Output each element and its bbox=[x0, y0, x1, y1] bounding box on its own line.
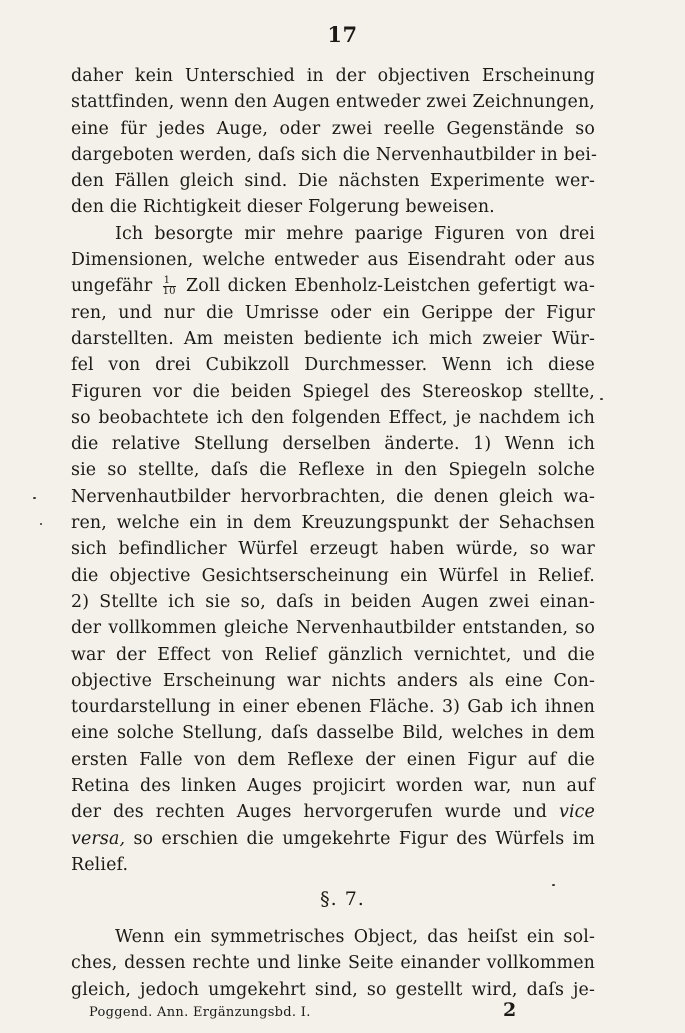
text-line: Nervenhautbilder hervorbrachten, die denen gleich wa- bbox=[71, 486, 595, 507]
text-line: die relative Stellung derselben änderte. 1) Wenn ich bbox=[71, 434, 595, 455]
text-line: Dimensionen, welche entweder aus Eisendraht oder aus bbox=[71, 250, 595, 271]
fraction bbox=[163, 276, 176, 297]
section-text-block bbox=[71, 924, 595, 1003]
text-line: sich befindlicher Würfel erzeugt haben würde, so war bbox=[71, 539, 595, 560]
text-line: dargeboten werden, daſs sich die Nervenhautbilder in bei- bbox=[71, 144, 597, 165]
section-heading: §. 7. bbox=[320, 888, 365, 910]
text-line: Figuren vor die beiden Spiegel des Stereoskop stellte, bbox=[71, 381, 595, 402]
italic-text: vice bbox=[558, 802, 595, 823]
text-line: die objective Gesichtserscheinung ein Würfel in Relief. bbox=[71, 565, 595, 586]
print-speck bbox=[33, 497, 36, 499]
footer-sheet-number: 2 bbox=[503, 999, 517, 1021]
text-line-with-italic bbox=[71, 799, 595, 825]
text-line: gleich, jedoch umgekehrt sind, so gestellt wird, daſs je- bbox=[71, 979, 595, 1000]
print-speck bbox=[600, 398, 603, 400]
text-line: eine für jedes Auge, oder zwei reelle Gegenstände so bbox=[71, 118, 595, 139]
text-line-with-fraction bbox=[71, 273, 595, 299]
text-line: eine solche Stellung, daſs dasselbe Bild, welches in dem bbox=[71, 723, 595, 744]
text-line: tourdarstellung in einer ebenen Fläche. 3) Gab ich ihnen bbox=[71, 697, 595, 718]
text-segment: der des rechten Auges hervorgerufen wurde und bbox=[71, 802, 548, 823]
text-line: den die Richtigkeit dieser Folgerung beweisen. bbox=[71, 197, 495, 218]
text-segment: so erschien die umgekehrte Figur des Würfels im bbox=[133, 828, 595, 849]
text-line: ches, dessen rechte und linke Seite einander vollkommen bbox=[71, 953, 595, 974]
text-line: ersten Falle von dem Reflexe der einen Figur auf die bbox=[71, 749, 595, 770]
text-line: Relief. bbox=[71, 854, 129, 875]
italic-text: versa, bbox=[71, 828, 126, 849]
text-line: Wenn ein symmetrisches Object, das heiſst ein sol- bbox=[115, 927, 595, 947]
text-line: 2) Stellte ich sie so, daſs in beiden Augen zwei einan- bbox=[71, 591, 595, 612]
text-line: ren, und nur die Umrisse oder ein Gerippe der Figur bbox=[71, 302, 595, 323]
main-text-block bbox=[71, 63, 595, 878]
text-segment: Zoll dicken Ebenholz-Leistchen gefertigt wa- bbox=[186, 276, 595, 297]
page-number: 17 bbox=[327, 22, 358, 47]
text-line: Retina des linken Auges projicirt worden war, nun auf bbox=[71, 776, 595, 797]
text-line: ren, welche ein in dem Kreuzungspunkt der Sehachsen bbox=[71, 513, 595, 534]
text-line: stattfinden, wenn den Augen entweder zwei Zeichnungen, bbox=[71, 92, 595, 113]
text-line-with-italic bbox=[71, 826, 595, 852]
text-line: so beobachtete ich den folgenden Effect, je nachdem ich bbox=[71, 407, 595, 428]
text-line: der vollkommen gleiche Nervenhautbilder entstanden, so bbox=[71, 618, 595, 639]
text-line: war der Effect von Relief gänzlich vernichtet, und die bbox=[71, 644, 595, 665]
fraction-numerator: 1 bbox=[163, 276, 176, 287]
text-line: fel von drei Cubikzoll Durchmesser. Wenn ich diese bbox=[71, 355, 595, 376]
print-speck bbox=[552, 884, 555, 886]
text-line: daher kein Unterschied in der objectiven Erscheinung bbox=[71, 66, 595, 86]
text-line: objective Erscheinung war nichts anders als eine Con- bbox=[71, 670, 595, 691]
text-line: sie so stellte, daſs die Reflexe in den Spiegeln solche bbox=[71, 460, 595, 481]
text-line: den Fällen gleich sind. Die nächsten Experimente wer- bbox=[71, 171, 595, 192]
print-speck bbox=[40, 523, 42, 525]
fraction-denominator: 10 bbox=[162, 286, 176, 298]
footer-signature: Poggend. Ann. Ergänzungsbd. I. bbox=[89, 1005, 311, 1020]
text-segment: ungefähr bbox=[71, 276, 153, 297]
text-line: Ich besorgte mir mehre paarige Figuren von drei bbox=[115, 223, 595, 244]
text-line: darstellten. Am meisten bediente ich mich zweier Wür- bbox=[71, 328, 595, 349]
